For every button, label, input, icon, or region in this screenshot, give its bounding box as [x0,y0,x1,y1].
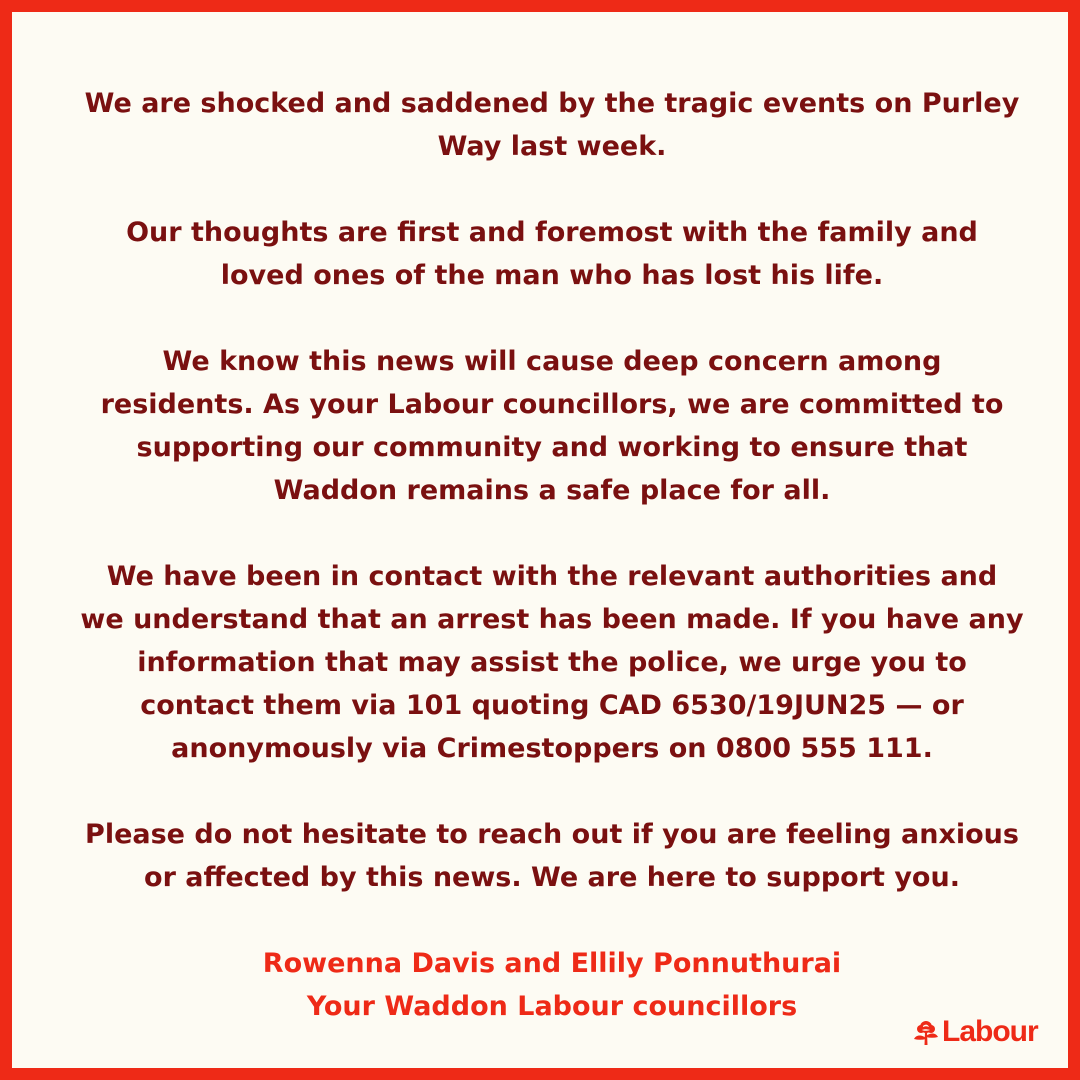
signature-role: Your Waddon Labour councillors [306,991,798,1022]
paragraph-line: anonymously via Crimestoppers on 0800 555 111. [171,733,933,764]
paragraph-line: information that may assist the police, we urge you to [137,647,967,678]
paragraph-line: loved ones of the man who has lost his life. [220,260,884,291]
paragraph-line: Please do not hesitate to reach out if you are feeling anxious [85,819,1019,850]
paragraph-line: contact them via 101 quoting CAD 6530/19JUN25 — or [140,690,964,721]
paragraph-1 [72,82,1032,168]
paragraph-line: residents. As your Labour councillors, we are committed to [100,389,1004,420]
paragraph-line: Our thoughts are first and foremost with the family and [126,217,978,248]
labour-logo [912,1012,1057,1052]
paragraph-2 [72,211,1032,297]
rose-icon [912,1018,940,1046]
paragraph-4 [72,555,1032,770]
paragraph-5 [72,813,1032,899]
statement-text [72,82,1032,1028]
logo-wordmark: Labour [942,1015,1038,1048]
paragraph-line: We have been in contact with the relevant authorities and [106,561,998,592]
paragraph-line: supporting our community and working to ensure that [136,432,968,463]
paragraph-line: We are shocked and saddened by the tragic events on Purley [84,88,1020,119]
paragraph-line: we understand that an arrest has been made. If you have any [80,604,1024,635]
paragraph-3 [72,340,1032,512]
paragraph-line: Way last week. [437,131,667,162]
paragraph-line: or affected by this news. We are here to support you. [144,862,960,893]
signature-names: Rowenna Davis and Ellily Ponnuthurai [262,948,842,979]
paragraph-line: Waddon remains a safe place for all. [273,475,831,506]
paragraph-line: We know this news will cause deep concern among [162,346,942,377]
signature [72,942,1032,1028]
